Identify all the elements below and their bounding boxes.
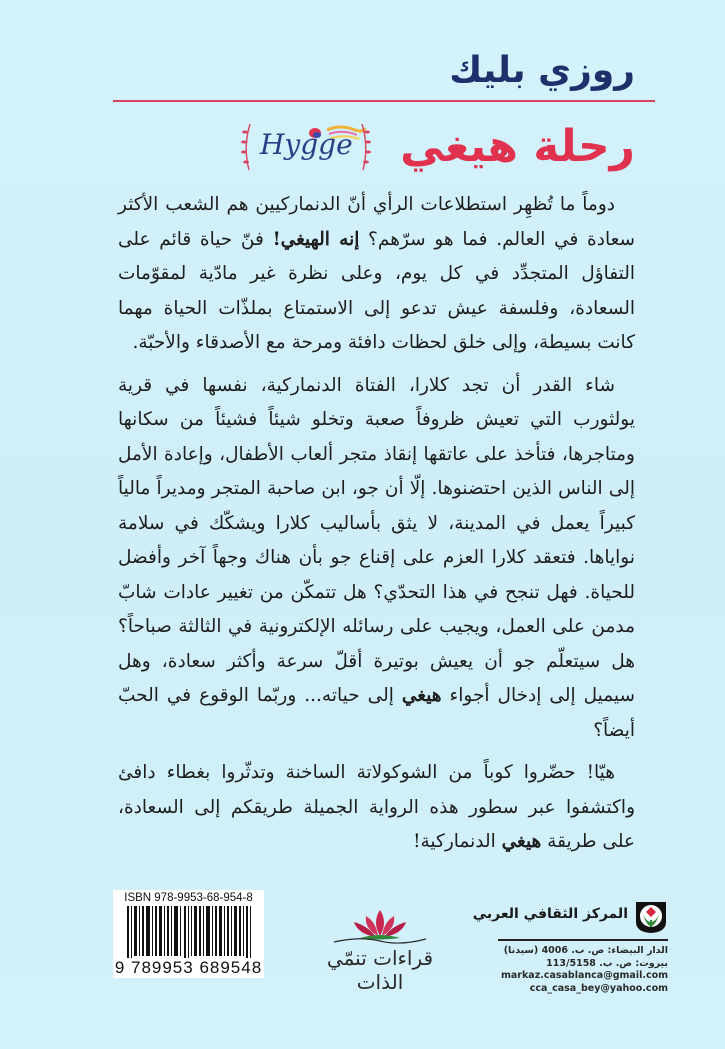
address-line: الدار البيضاء: ص. ب. 4006 (سيدنا) [503, 945, 668, 956]
series-logo [305, 908, 455, 994]
barcode-icon [121, 906, 257, 962]
publisher-address [501, 945, 668, 995]
blurb-paragraph: دوماً ما تُظهِر استطلاعات الرأي أنّ الدنماركيين هم الشعب الأكثر سعادة في العالم. فما هو سرّهم؟ إنه الهيغي! فنّ حياة قائم على التفاؤل المتجدِّد في كل يوم، وعلى نظرة غير مادّية لمقوّمات السعادة، وفلسفة عيش تدعو إلى الاستمتاع بملذّات الحياة مهما كانت بسيطة، وإلى خلق لحظات دافئة ومرحة مع الأصدقاء والأحبّة. [118, 194, 636, 353]
lotus-icon [330, 908, 430, 946]
laurel-left-icon [240, 122, 254, 172]
publisher-name: المركز الثقافي العربي [472, 906, 628, 922]
blurb-emphasis: هيغي [501, 831, 542, 852]
blurb-emphasis: هيغي [401, 685, 442, 706]
blurb-paragraph: هيّا! حضّروا كوباً من الشوكولاتة الساخنة وتدثّروا بغطاء دافئ واكتشفوا عبر سطور هذه الرواية الجميلة طريقكم إلى السعادة، على طريقة هيغي الدنماركية! [118, 762, 635, 852]
blurb-paragraph: شاء القدر أن تجد كلارا، الفتاة الدنماركية، نفسها في قرية يولثورب التي تعيش ظروفاً صعبة وتخلو شيئاً فشيئاً من سكانها ومتاجرها، فتأخذ على عاتقها إنقاذ متجر ألعاب الأطفال، وإعادة الأمل إلى الناس الذين احتضنوها. إلّا أن جو، ابن صاحبة المتجر ومديراً مالياً كبيراً يعمل في المدينة، لا يثق بأساليب كلارا ويشكّك في سلامة نواياها. فتعقد كلارا العزم على إقناع جو بأن هناك وجهاً آخر وأفضل للحياة. فهل تنجح في هذا التحدّي؟ هل تتمكّن من تغيير عادات شابّ مدمن على العمل، ويجيب على رسائله الإلكترونية في الثالثة صباحاً؟ هل سيتعلّم جو أن يعيش بوتيرة أقلّ سرعة وأكثر سعادة، وهل سيميل إلى إدخال أجواء هيغي إلى حياته... وربّما الوقوع في الحبّ أيضاً؟ [118, 374, 635, 741]
blurb-text [118, 188, 635, 868]
book-title: رحلة هيغي [400, 121, 635, 172]
author-name: روزي بليك [449, 50, 635, 91]
blurb-emphasis: إنه الهيغي! [272, 228, 360, 250]
laurel-right-icon [358, 122, 372, 172]
isbn-digits: 9 789953 689548 [114, 958, 263, 977]
isbn-label: ISBN 978-9953-68-954-8 [124, 892, 253, 904]
isbn-barcode [113, 890, 264, 978]
title-divider [113, 100, 655, 102]
email-link[interactable]: markaz.casablanca@gmail.com [500, 970, 668, 981]
publisher-rule [498, 939, 668, 941]
address-line: بيروت: ص. ب. 113/5158 [546, 957, 668, 969]
publisher-emblem-icon [634, 900, 668, 934]
hygge-logo [240, 118, 372, 174]
series-name: قراءات تنمّي الذات [326, 946, 434, 994]
email-link[interactable]: cca_casa_bey@yahoo.com [529, 982, 668, 994]
publisher-block [472, 898, 670, 998]
hygge-word: Hygge [260, 128, 353, 161]
